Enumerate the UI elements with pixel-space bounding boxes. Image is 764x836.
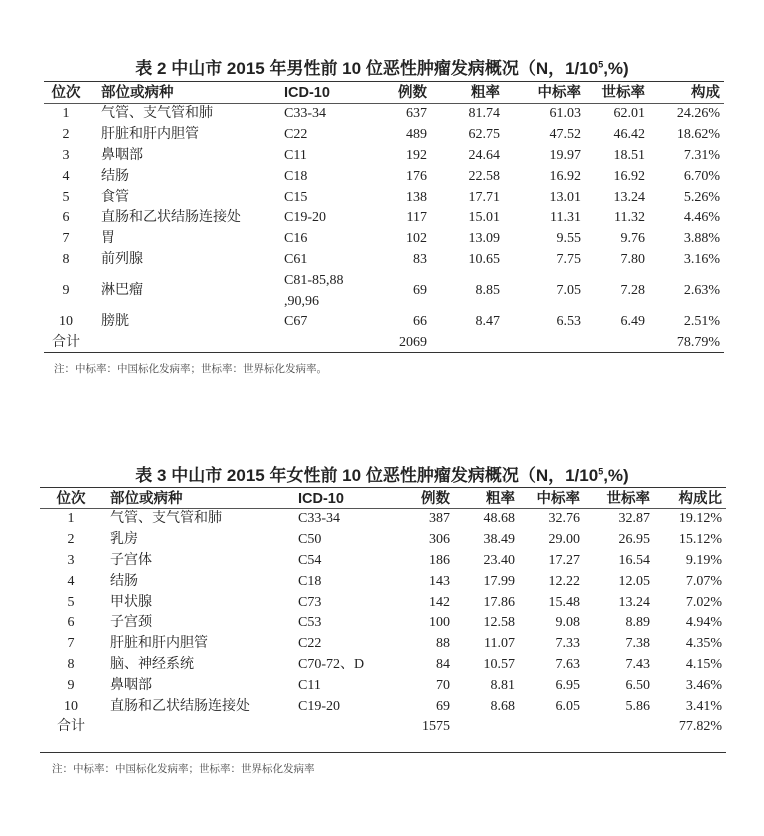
cases-cell: 70 [436, 677, 450, 693]
rank-cell: 合计 [52, 335, 80, 351]
cases-cell: 88 [436, 636, 450, 652]
proportion-cell: 6.70% [683, 168, 720, 184]
table-header-row [0, 82, 764, 103]
cases-cell: 306 [429, 532, 450, 548]
china-std-rate-cell: 32.76 [548, 511, 580, 527]
china-std-rate-cell: 11.31 [550, 210, 581, 226]
site-cell: 子宫体 [110, 552, 152, 568]
icd-cell: C22 [284, 127, 308, 143]
china-std-rate-cell: 16.92 [549, 168, 581, 184]
icd-cell: ICD-10 [298, 490, 344, 507]
table2-note: 注：中标率：中国标化发病率；世标率：世界标化发病率。 [54, 364, 327, 375]
proportion-cell: 15.12% [678, 532, 722, 548]
table-row [0, 509, 764, 530]
china-std-rate-cell: 29.00 [548, 532, 580, 548]
china-std-rate-cell: 9.55 [556, 231, 581, 247]
site-cell: 乳房 [110, 532, 138, 548]
table2-title [0, 54, 764, 79]
table3-title-sup: 5 [598, 466, 604, 477]
crude-rate-cell: 8.85 [475, 283, 500, 299]
icd-cell: C19-20 [298, 698, 340, 714]
crude-rate-cell: 24.64 [468, 147, 500, 163]
table2-title-sup: 5 [598, 59, 604, 70]
site-cell: 部位或病种 [101, 84, 174, 101]
world-std-rate-cell: 世标率 [601, 84, 645, 101]
table-total-row [0, 333, 764, 354]
cases-cell: 117 [406, 210, 427, 226]
cases-cell: 2069 [399, 335, 427, 351]
icd-cell: C19-20 [284, 210, 326, 226]
icd-cell: C15 [284, 189, 308, 205]
table-row [0, 592, 764, 613]
world-std-rate-cell: 13.24 [618, 594, 650, 610]
world-std-rate-cell: 46.42 [613, 127, 645, 143]
crude-rate-cell: 62.75 [468, 127, 500, 143]
table-row [0, 187, 764, 208]
icd-cell: C73 [298, 594, 322, 610]
crude-rate-cell: 10.57 [483, 656, 515, 672]
world-std-rate-cell: 26.95 [618, 532, 650, 548]
icd-cell: C67 [284, 314, 308, 330]
table-row [0, 530, 764, 551]
proportion-cell: 2.51% [683, 314, 720, 330]
cases-cell: 142 [429, 594, 450, 610]
cases-cell: 489 [406, 127, 427, 143]
icd-cell: C22 [298, 636, 322, 652]
rank-cell: 2 [67, 532, 75, 548]
table2-title-end: ,%) [603, 59, 629, 78]
site-cell: 前列腺 [101, 251, 143, 267]
rank-cell: 4 [62, 168, 70, 184]
china-std-rate-cell: 6.95 [555, 677, 580, 693]
china-std-rate-cell: 12.22 [548, 573, 580, 589]
rank-cell: 9 [62, 283, 70, 299]
site-cell: 淋巴瘤 [101, 283, 143, 299]
world-std-rate-cell: 11.32 [614, 210, 645, 226]
proportion-cell: 78.79% [676, 335, 720, 351]
cases-cell: 192 [406, 147, 427, 163]
table-row [0, 270, 764, 312]
china-std-rate-cell: 中标率 [537, 84, 581, 101]
world-std-rate-cell: 62.01 [613, 106, 645, 122]
proportion-cell: 2.63% [683, 283, 720, 299]
cases-cell: 102 [406, 231, 427, 247]
cases-cell: 例数 [398, 84, 427, 101]
china-std-rate-cell: 47.52 [549, 127, 581, 143]
table2-title-text: 表 2 中山市 2015 年男性前 10 位恶性肿瘤发病概况（N，1/10 [135, 59, 599, 78]
proportion-cell: 77.82% [678, 719, 722, 735]
icd-cell: C54 [298, 552, 322, 568]
proportion-cell: 7.31% [683, 147, 720, 163]
rank-cell: 1 [67, 511, 75, 527]
site-cell: 鼻咽部 [110, 677, 152, 693]
rank-cell: 5 [67, 594, 75, 610]
site-cell: 膀胱 [101, 314, 129, 330]
rank-cell: 6 [67, 615, 75, 631]
cases-cell: 69 [413, 283, 427, 299]
crude-rate-cell: 13.09 [468, 231, 500, 247]
cases-cell: 138 [406, 189, 427, 205]
crude-rate-cell: 38.49 [483, 532, 515, 548]
cases-cell: 143 [429, 573, 450, 589]
rank-cell: 5 [62, 189, 70, 205]
proportion-cell: 24.26% [676, 106, 720, 122]
table3-title-text: 表 3 中山市 2015 年女性前 10 位恶性肿瘤发病概况（N，1/10 [135, 466, 599, 485]
rank-cell: 合计 [57, 719, 85, 735]
china-std-rate-cell: 7.75 [556, 251, 581, 267]
rank-cell: 位次 [51, 84, 81, 101]
proportion-cell: 5.26% [683, 189, 720, 205]
crude-rate-cell: 23.40 [483, 552, 515, 568]
crude-rate-cell: 15.01 [468, 210, 500, 226]
proportion-cell: 19.12% [678, 511, 722, 527]
site-cell: 肝脏和肝内胆管 [101, 127, 199, 143]
table-row [0, 250, 764, 271]
site-cell: 甲状腺 [110, 594, 152, 610]
site-cell: 肝脏和肝内胆管 [110, 636, 208, 652]
proportion-cell: 4.15% [685, 656, 722, 672]
world-std-rate-cell: 16.54 [618, 552, 650, 568]
proportion-cell: 构成比 [678, 490, 722, 507]
china-std-rate-cell: 61.03 [549, 106, 581, 122]
table-row [0, 312, 764, 333]
table-row [0, 696, 764, 717]
icd-cell: C50 [298, 532, 322, 548]
world-std-rate-cell: 12.05 [618, 573, 650, 589]
world-std-rate-cell: 5.86 [625, 698, 650, 714]
proportion-cell: 7.02% [685, 594, 722, 610]
crude-rate-cell: 17.99 [483, 573, 515, 589]
cases-cell: 例数 [421, 490, 450, 507]
rank-cell: 6 [62, 210, 70, 226]
world-std-rate-cell: 16.92 [613, 168, 645, 184]
world-std-rate-cell: 32.87 [618, 511, 650, 527]
rank-cell: 4 [67, 573, 75, 589]
table3-note: 注：中标率：中国标化发病率；世标率：世界标化发病率 [52, 764, 315, 775]
proportion-cell: 4.46% [683, 210, 720, 226]
table-row [0, 571, 764, 592]
site-cell: 脑、神经系统 [110, 656, 194, 672]
site-cell: 食管 [101, 189, 129, 205]
proportion-cell: 3.41% [685, 698, 722, 714]
icd-cell: C11 [284, 147, 307, 163]
site-cell: 子宫颈 [110, 615, 152, 631]
cases-cell: 1575 [422, 719, 450, 735]
rank-cell: 位次 [56, 490, 86, 507]
site-cell: 胃 [101, 231, 115, 247]
icd-cell: ICD-10 [284, 84, 330, 101]
proportion-cell: 构成 [691, 84, 720, 101]
proportion-cell: 3.46% [685, 677, 722, 693]
cases-cell: 176 [406, 168, 427, 184]
crude-rate-cell: 10.65 [468, 251, 500, 267]
proportion-cell: 4.94% [685, 615, 722, 631]
china-std-rate-cell: 6.53 [556, 314, 581, 330]
china-std-rate-cell: 中标率 [536, 490, 580, 507]
table-row [0, 675, 764, 696]
table-row [0, 634, 764, 655]
icd-cell: C18 [298, 573, 322, 589]
rank-cell: 3 [67, 552, 75, 568]
china-std-rate-cell: 15.48 [548, 594, 580, 610]
icd-cell: C11 [298, 677, 321, 693]
crude-rate-cell: 8.47 [475, 314, 500, 330]
china-std-rate-cell: 13.01 [549, 189, 581, 205]
crude-rate-cell: 8.68 [490, 698, 515, 714]
rank-cell: 10 [59, 314, 73, 330]
site-cell: 气管、支气管和肺 [101, 106, 213, 122]
table-row [0, 125, 764, 146]
site-cell: 鼻咽部 [101, 147, 143, 163]
rank-cell: 1 [62, 106, 70, 122]
crude-rate-cell: 粗率 [486, 490, 515, 507]
icd-cell: C53 [298, 615, 322, 631]
icd-cell: C70-72、D [298, 656, 365, 672]
world-std-rate-cell: 9.76 [620, 231, 645, 247]
cases-cell: 69 [436, 698, 450, 714]
world-std-rate-cell: 7.38 [625, 636, 650, 652]
crude-rate-cell: 81.74 [468, 106, 500, 122]
table-total-row [0, 717, 764, 738]
proportion-cell: 4.35% [685, 636, 722, 652]
china-std-rate-cell: 17.27 [548, 552, 580, 568]
china-std-rate-cell: 19.97 [549, 147, 581, 163]
rank-cell: 2 [62, 127, 70, 143]
world-std-rate-cell: 6.50 [625, 677, 650, 693]
table-row [0, 208, 764, 229]
proportion-cell: 3.88% [683, 231, 720, 247]
world-std-rate-cell: 7.43 [625, 656, 650, 672]
cases-cell: 387 [429, 511, 450, 527]
china-std-rate-cell: 9.08 [555, 615, 580, 631]
rank-cell: 8 [67, 656, 75, 672]
world-std-rate-cell: 6.49 [620, 314, 645, 330]
table-row [0, 551, 764, 572]
world-std-rate-cell: 7.28 [620, 283, 645, 299]
cases-cell: 100 [429, 615, 450, 631]
icd-cell: C33-34 [298, 511, 340, 527]
table-row [0, 229, 764, 250]
site-cell: 结肠 [101, 168, 129, 184]
cases-cell: 186 [429, 552, 450, 568]
world-std-rate-cell: 13.24 [613, 189, 645, 205]
rank-cell: 9 [67, 677, 75, 693]
icd-cell: C61 [284, 251, 308, 267]
proportion-cell: 9.19% [685, 552, 722, 568]
crude-rate-cell: 12.58 [483, 615, 515, 631]
table-row [0, 104, 764, 125]
site-cell: 直肠和乙状结肠连接处 [101, 210, 241, 226]
rank-cell: 3 [62, 147, 70, 163]
table-row [0, 655, 764, 676]
proportion-cell: 3.16% [683, 251, 720, 267]
rank-cell: 10 [64, 698, 78, 714]
rank-cell: 7 [67, 636, 75, 652]
world-std-rate-cell: 8.89 [625, 615, 650, 631]
china-std-rate-cell: 7.05 [556, 283, 581, 299]
table-row [0, 166, 764, 187]
table3-title-end: ,%) [603, 466, 629, 485]
cases-cell: 66 [413, 314, 427, 330]
table-row [0, 613, 764, 634]
world-std-rate-cell: 18.51 [613, 147, 645, 163]
crude-rate-cell: 11.07 [484, 636, 515, 652]
cases-cell: 84 [436, 656, 450, 672]
site-cell: 直肠和乙状结肠连接处 [110, 698, 250, 714]
crude-rate-cell: 17.71 [468, 189, 500, 205]
rank-cell: 7 [62, 231, 70, 247]
crude-rate-cell: 48.68 [483, 511, 515, 527]
table3-bottom-rule [40, 752, 726, 753]
icd-cell: C81-85,88 ,90,96 [284, 273, 344, 310]
world-std-rate-cell: 世标率 [606, 490, 650, 507]
rank-cell: 8 [62, 251, 70, 267]
china-std-rate-cell: 6.05 [555, 698, 580, 714]
world-std-rate-cell: 7.80 [620, 251, 645, 267]
proportion-cell: 7.07% [685, 573, 722, 589]
icd-cell: C16 [284, 231, 308, 247]
china-std-rate-cell: 7.33 [555, 636, 580, 652]
crude-rate-cell: 17.86 [483, 594, 515, 610]
china-std-rate-cell: 7.63 [555, 656, 580, 672]
crude-rate-cell: 22.58 [468, 168, 500, 184]
icd-cell: C18 [284, 168, 308, 184]
cases-cell: 83 [413, 251, 427, 267]
site-cell: 结肠 [110, 573, 138, 589]
crude-rate-cell: 粗率 [471, 84, 500, 101]
cases-cell: 637 [406, 106, 427, 122]
site-cell: 部位或病种 [110, 490, 183, 507]
crude-rate-cell: 8.81 [490, 677, 515, 693]
site-cell: 气管、支气管和肺 [110, 511, 222, 527]
proportion-cell: 18.62% [676, 127, 720, 143]
table-header-row [0, 488, 764, 509]
table3-title [0, 461, 764, 486]
table-row [0, 146, 764, 167]
icd-cell: C33-34 [284, 106, 326, 122]
